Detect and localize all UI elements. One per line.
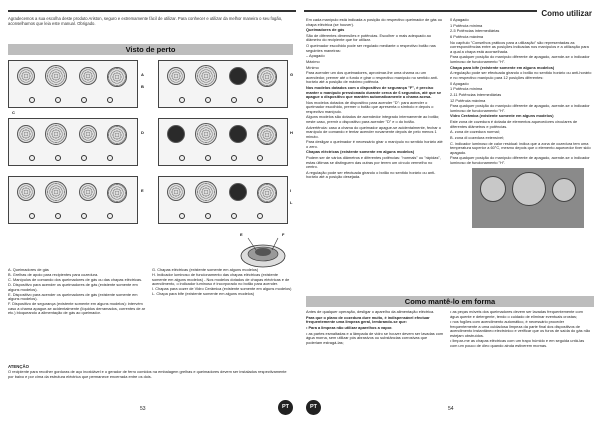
legend-right (152, 268, 292, 297)
control-knob (231, 155, 237, 161)
gas-burner (45, 123, 67, 145)
control-knob (55, 97, 61, 103)
control-knob (257, 213, 263, 219)
electric-plate (229, 183, 247, 201)
maintenance-column-2 (450, 310, 592, 350)
legend-item: A. Queimadores de gás (8, 267, 49, 272)
paragraph: Podem ser de vários diâmetros e diferentes potências: "normais" ou "rápidas", estas últimas se distinguem das outras por terem um círculo vermelho no centro. (306, 155, 441, 170)
control-knob (179, 97, 185, 103)
gas-burner (79, 125, 97, 143)
gas-burner (167, 67, 185, 85)
control-knob (107, 155, 113, 161)
gas-burner (17, 67, 35, 85)
cooking-zone (512, 172, 546, 206)
subheading: Queimadores de gás (306, 27, 345, 33)
gas-burner (17, 183, 35, 201)
gas-burner (45, 181, 67, 203)
control-knob (81, 155, 87, 161)
control-knob (81, 97, 87, 103)
paragraph: • Para a limpeza não utilizar aparelhos a vapor. (306, 324, 393, 330)
paragraph: – Apagado (306, 53, 325, 59)
control-knob (81, 213, 87, 219)
control-knob (179, 155, 185, 161)
atencao-heading: ATENÇÃO (8, 364, 29, 369)
legend-item: E. Dispositivo para acender os queimadores de gás (existente somente em alguns modelos). (8, 291, 138, 302)
callout-a: A (141, 72, 144, 77)
hob-diagram-mixed (158, 60, 288, 108)
gas-burner (195, 181, 217, 203)
paragraph: Este zona de cozedura é dotada de elementos aquecedores circulares de diferentes diâmetros e potências. (450, 119, 578, 129)
gas-burner (195, 65, 217, 87)
paragraph: 0 Apagado (450, 80, 469, 86)
gas-burner (79, 183, 97, 201)
gas-burner (257, 125, 277, 145)
legend-item: D. Dispositivo para acender os queimadores de gás (existente somente em alguns modelos). (8, 281, 138, 292)
control-knob (107, 97, 113, 103)
control-knob (205, 97, 211, 103)
legend-item: L. Chapa para bife (existente somente em alguns modelos) (152, 291, 255, 297)
paragraph: 2-11 Potências intermediárias (450, 91, 502, 97)
paragraph: A regulação pode ser efectuada girando o botão no sentido horário ou anti-horário até a posição desejada. (306, 169, 436, 180)
paragraph: Nos modelos dotados de dispositivo para acender "D": para acender o queimador escolhido, premer o botão que apresenta o símbolo e depois o respectivo manípulo. (306, 99, 434, 114)
paragraph: Para que o plano de cozedura dure muito, é indispensável efectuar frequentemente uma limpeza geral, lembrando-se que: (306, 314, 430, 325)
legend-item: B. Grelhas de apoio para recipientes para cozedura. (8, 271, 99, 277)
control-knob (55, 213, 61, 219)
control-knob (29, 97, 35, 103)
hob-diagram-griddle (158, 176, 288, 224)
callout-h: H (290, 130, 293, 135)
legend-item: H. Indicador luminoso de funcionamento das chapas eléctricas (existente somente em alguns modelos) - Nos modelos dotados de chapas eléctricas e de acendimento, o indicador luminoso é incorporado no botão para acender. (152, 271, 290, 287)
top-rule (8, 10, 296, 12)
paragraph: • nos fogões com acendimento automático, é necessário proceder frequentemente a uma cuidadosa limpeza da parte final dos dispositivos de acendimento instantâneo electrónico e verificar que os furos de saída do gás não estejam obstruídos. (450, 319, 591, 338)
ceramic-zone-illustration (472, 168, 584, 228)
intro-text: Agradecemos a sua escolha deste produto Ariston, seguro e extremamente fácil de utilizar. Para conhecer e utilizar da melhor maneira o seu fogão, aconselhamos que leia este manual. Obrigado. (8, 16, 283, 26)
callout-b: B (141, 84, 144, 89)
control-knob (205, 213, 211, 219)
paragraph: 1 Potência mínima (450, 86, 483, 92)
paragraph: Antes de qualquer operação, desligar o aparelho da alimentação eléctrica. (306, 309, 435, 314)
safety-device-detail (238, 232, 288, 270)
control-knob (55, 155, 61, 161)
hob-diagrams (8, 60, 293, 230)
language-badge: PT (278, 400, 293, 415)
callout-e: E (141, 188, 144, 193)
right-page (300, 0, 600, 424)
paragraph: Para qualquer posição do manípulo diferente de apagado, acende-se o indicador luminoso de funcionamento "H". (450, 155, 590, 165)
cooking-zone (480, 176, 506, 202)
control-knob (257, 97, 263, 103)
control-knob (257, 155, 263, 161)
callout-f: F (282, 232, 285, 237)
hob-diagram-gas-ignition (8, 118, 138, 166)
callout-l: L (290, 200, 293, 205)
paragraph: A. zona de cozedura normal; (450, 129, 500, 135)
paragraph: Para desligar o queimador é necessário girar o manípulo no sentido horário até o zero. (306, 139, 443, 149)
callout-d: D (141, 130, 144, 135)
gas-burner (257, 183, 277, 203)
gas-burner (257, 67, 277, 87)
electric-plate (167, 125, 185, 143)
paragraph: A regulação pode ser efectuada girando o botão no sentido horário ou anti-horário e no respectivo manípulo para 12 posições diferentes: (450, 70, 592, 80)
gas-burner (45, 65, 67, 87)
electric-plate (229, 67, 247, 85)
paragraph: • limpar-me as chapas eléctricas com um trapo húmido e em seguida untá-las com um pouco de óleo quando ainda estiverem mornas. (450, 338, 585, 348)
paragraph: • as peças móveis dos queimadores devem ser lavadas frequentemente com água quente e detergente, tendo o cuidado de eliminar eventuais crostas; (450, 309, 583, 319)
paragraph: Nos modelos dotados com o dispositivo de segurança "F", é preciso manter o manípulo pressionado durante cerca de 6 segundos, até que se apague o dispositivo que mantém automaticamente a chama acesa. (306, 85, 442, 99)
subheading: Chapas eléctricas (existente somente em alguns modelos) (306, 149, 415, 155)
paragraph: 0 Apagado (450, 17, 469, 22)
legend-item: F. Dispositivo de segurança (existente somente em alguns modelos): intervém caso a chama apague-se acidentalmente (líquidos derramados, correntes de ar etc.) bloqueando a alimentação de gás ao queimador. (8, 301, 146, 316)
legend-item: G. Chapas eléctricas (existente somente em alguns modelos) (152, 267, 259, 272)
hob-diagram-safety (8, 176, 138, 224)
control-knob (231, 213, 237, 219)
section-title-visto-de-perto: Visto de perto (8, 44, 293, 55)
gas-burner (107, 67, 127, 87)
paragraph: Máximo (306, 58, 320, 64)
paragraph: C. indicador luminoso de calor residual: indica que a zona de cozedura tem uma temperatura superior a 60°C, mesmo depois que o elemento aquecedor tiver sido apagado. (450, 140, 591, 155)
language-badge: PT (306, 400, 321, 415)
paragraph: • as partes esmaltadas e a lâmpada de vidro se houver devem ser lavadas com água morna, sem utilizar pós abrasivos ou substâncias corrosivas que poderiam estragá-las; (306, 330, 444, 345)
paragraph: Para acender um dos queimadores, aproximar-lhe uma chama ou um acendedor, premer até o fundo e girar o respectivo manípulo no sentido anti-horário até a posição de máximo potência. (306, 70, 439, 85)
paragraph: Alguns modelos são dotados de acendedor integrado internamente ao botão; neste caso, premir o dispositivo para acender "D" e o do botão. (306, 114, 440, 124)
paragraph: No capítulo "Conselhos práticos para a utilização" são representadas as correspondências entre as posições indicadas nos manípulos e a utilização para a qual a chapa está aconselhada. (450, 39, 589, 54)
electric-plate (229, 125, 247, 143)
gas-burner (107, 183, 127, 203)
cooking-zone (552, 178, 576, 202)
page-number: 53 (140, 406, 146, 412)
control-knob (29, 155, 35, 161)
hob-diagram-electric (158, 118, 288, 166)
control-knob (179, 213, 185, 219)
paragraph: São de diferentes dimensões e potências. Escolher o mais adequado ao diâmetro do recipiente que for utilizar. (306, 32, 432, 43)
paragraph: 2-5 Potências intermediárias (450, 28, 500, 34)
hob-diagram-gas (8, 60, 138, 108)
paragraph: 12 Potência máxima (450, 97, 486, 103)
gas-burner (17, 125, 35, 143)
usage-column-1 (306, 18, 444, 181)
gas-burner (79, 67, 97, 85)
control-knob (231, 97, 237, 103)
paragraph: 6 Potência máxima (450, 34, 484, 40)
subheading: Vidro Cerâmica (existente somente em alguns modelos) (450, 113, 554, 119)
paragraph: Em cada manípulo está indicada a posição do respectivo queimador de gás ou chapa eléctrica (se houver). (306, 17, 443, 27)
paragraph: O queimador escolhido pode ser regulado mediante o respectivo botão nas seguintes maneiras: (306, 43, 436, 53)
paragraph: Advertência: caso a chama do queimador apague-se acidentalmente, fechar o manípulo de comando e tentar acender novamente depois de pelo menos 1 minuto. (306, 124, 441, 139)
legend-left (8, 268, 146, 316)
callout-e-detail: E (240, 232, 243, 237)
page-number: 54 (448, 406, 454, 412)
control-knob (205, 155, 211, 161)
legend-item: I. Chapas para cozer de Vidro Cerâmica (existente somente em alguns modelos) (152, 286, 292, 292)
usage-column-2 (450, 18, 592, 167)
callout-c: C (12, 110, 15, 115)
callout-i: I (290, 188, 292, 193)
atencao-text: O recipiente para recolher gorduras de aço inoxidável e o gerador de ferro comidos na embalagem grelhas e queimadores devem ser instalados respectivamente por baixo e por cima da estrutura eléctrica que permanece encerrada entre os dois. (8, 369, 287, 379)
gas-burner (107, 125, 127, 145)
paragraph: 1 Potência mínima (450, 22, 483, 28)
paragraph: Para qualquer posição do manípulo diferente de apagado, acende-se o indicador luminoso de funcionamento "H". (450, 103, 590, 113)
subheading: Chapa para bife (existente somente em alguns modelos) (450, 64, 555, 70)
paragraph: B. zona di cozedura extensível; (450, 135, 505, 140)
paragraph: Para qualquer posição do manípulo diferente de apagado, acende-se o indicador luminoso de funcionamento "H". (450, 54, 590, 64)
maintenance-column-1 (306, 310, 444, 346)
legend-item: C. Manípulos de comando dos queimadores de gás ou das chapas eléctricas. (8, 276, 143, 282)
section-title-como-mante-lo: Como mantê-lo em forma (306, 296, 594, 307)
callout-g: G (290, 72, 294, 77)
control-knob (29, 213, 35, 219)
gas-burner (167, 183, 185, 201)
running-title: Como utilizar (537, 9, 592, 18)
control-knob (107, 213, 113, 219)
gas-burner (195, 123, 217, 145)
paragraph: Mínimo (306, 64, 319, 70)
